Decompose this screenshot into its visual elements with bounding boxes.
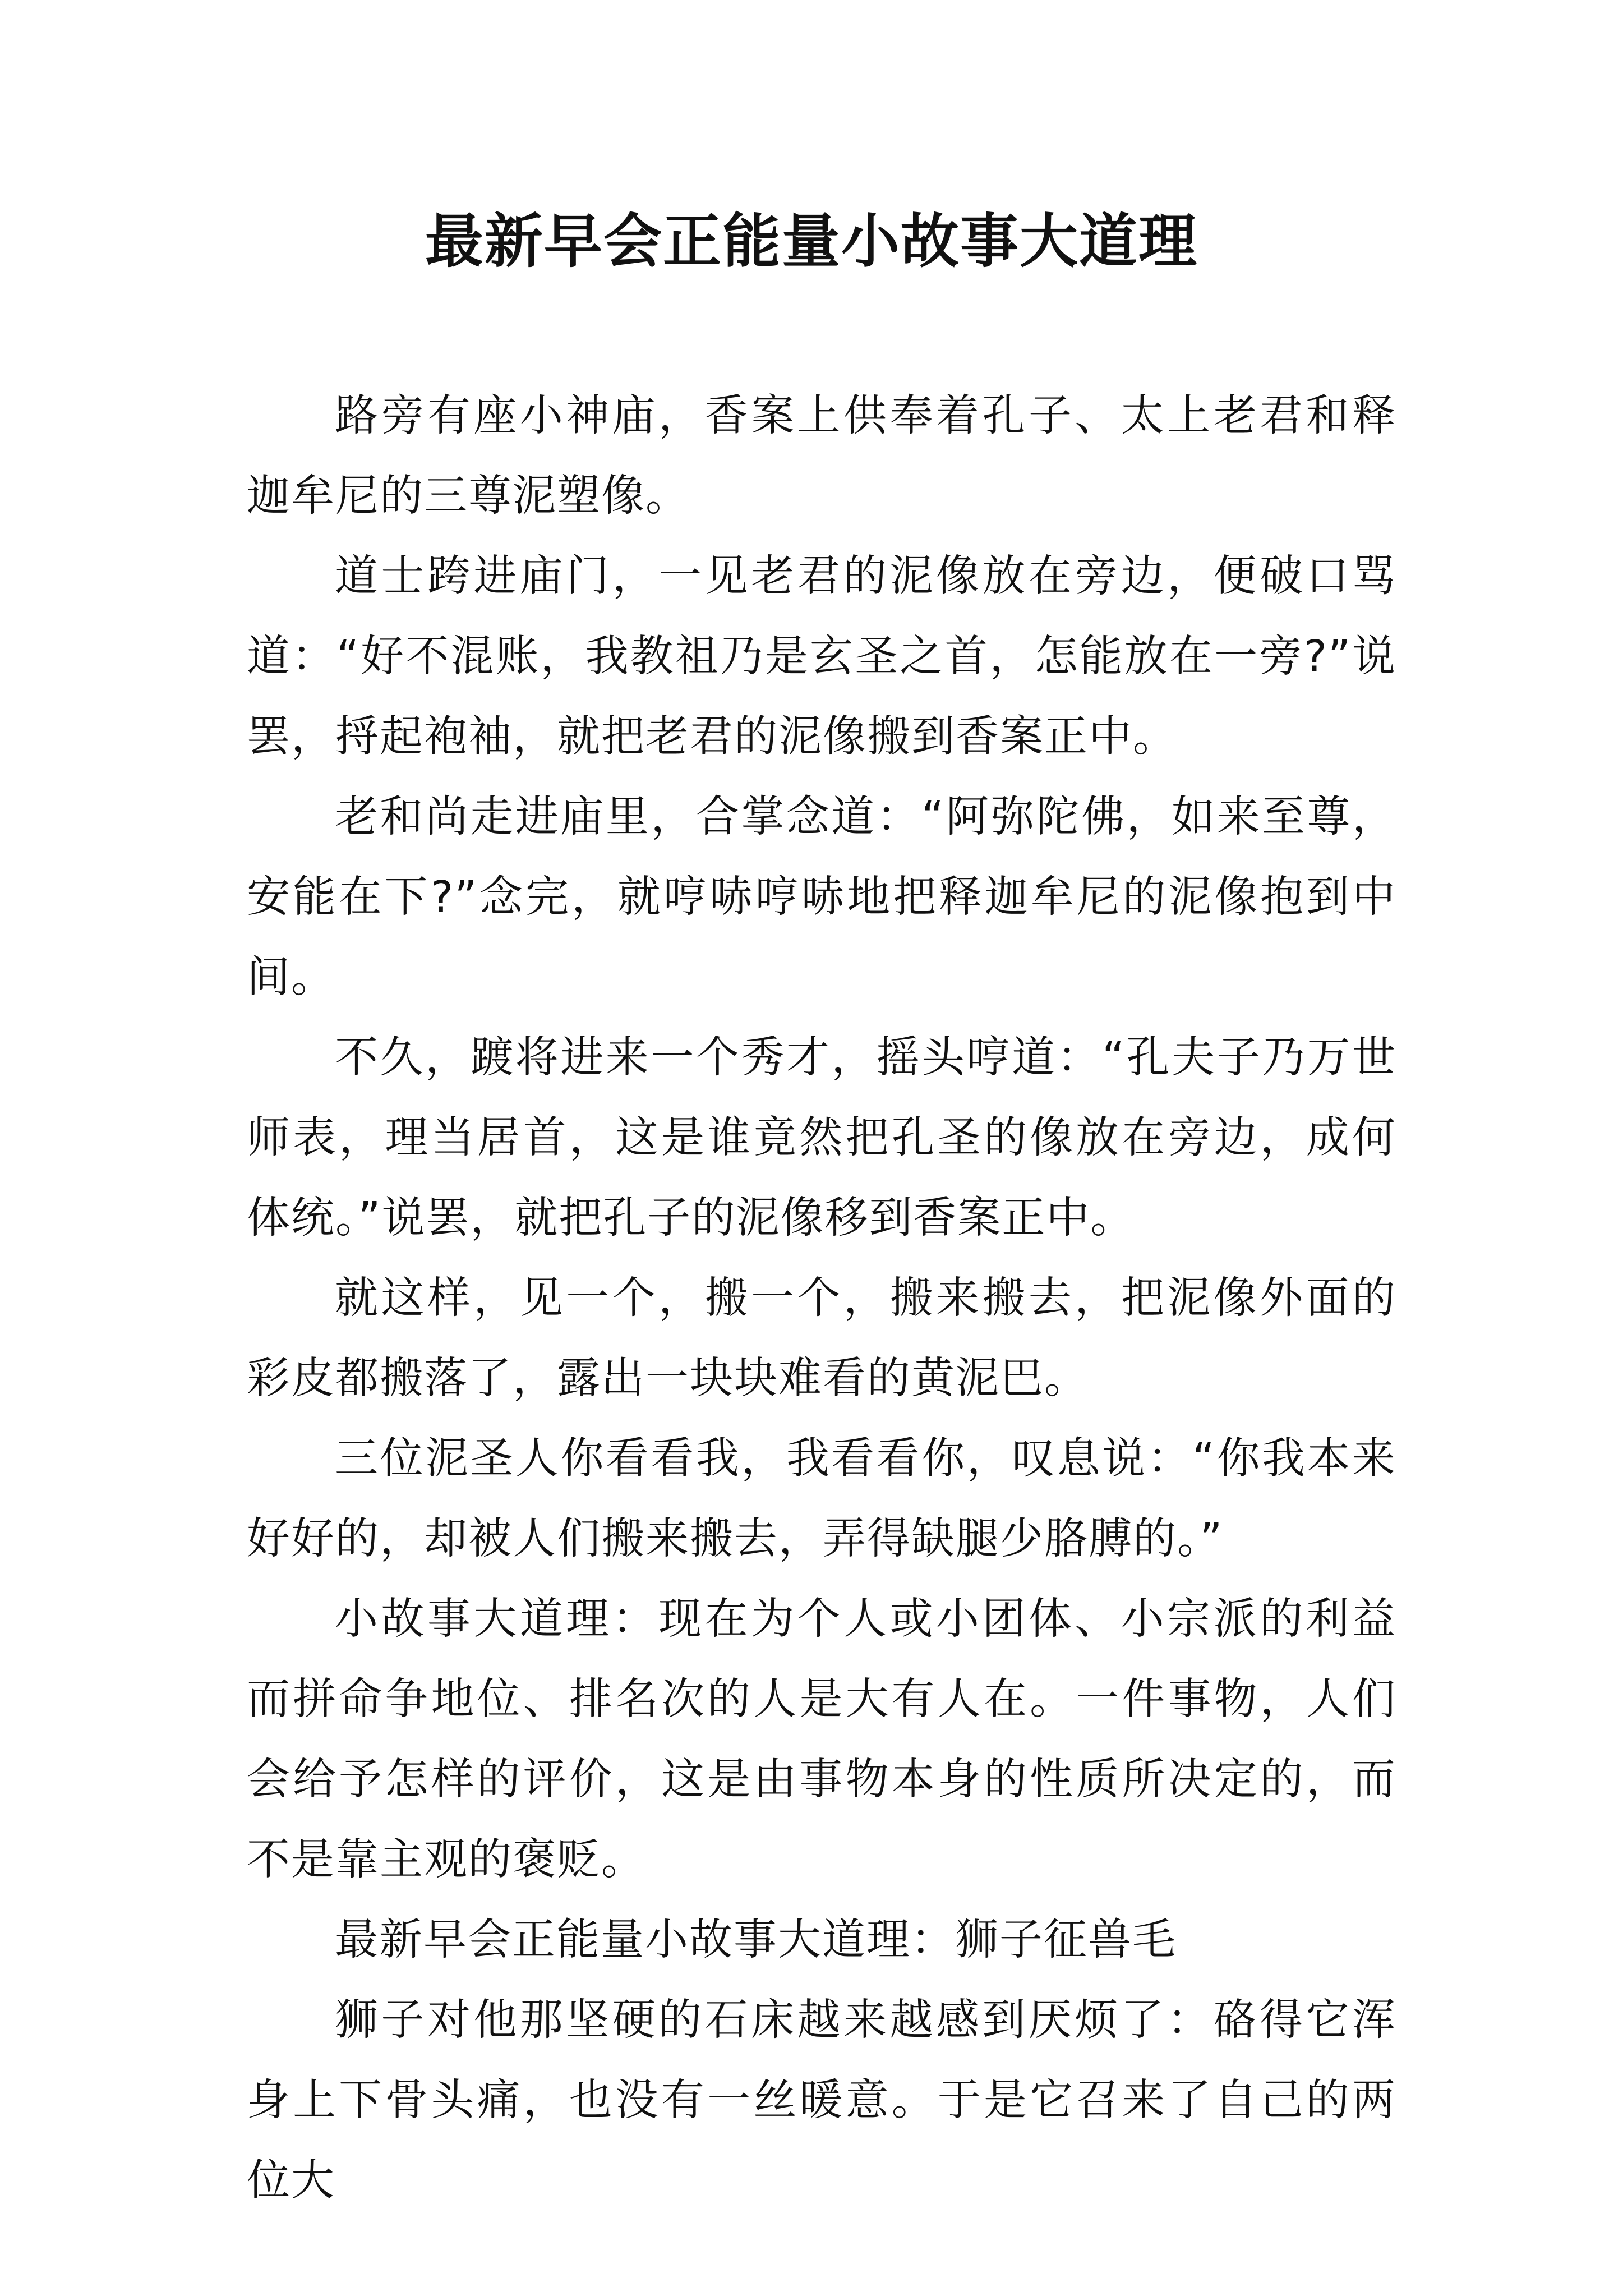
section-heading: 最新早会正能量小故事大道理：狮子征兽毛 xyxy=(335,1915,1177,1965)
document-body xyxy=(247,376,1396,2221)
paragraph: 小故事大道理：现在为个人或小团体、小宗派的利益而拼命争地位、排名次的人是大有人在。一件事物，人们会给予怎样的评价，这是由事物本身的性质所决定的，而不是靠主观的褒贬。 xyxy=(247,1594,1396,1885)
paragraph: 就这样，见一个，搬一个，搬来搬去，把泥像外面的彩皮都搬落了，露出一块块难看的黄泥巴。 xyxy=(247,1273,1396,1404)
paragraph: 狮子对他那坚硬的石床越来越感到厌烦了：硌得它浑身上下骨头痛，也没有一丝暖意。于是它召来了自己的两位大 xyxy=(247,1995,1396,2206)
paragraph: 路旁有座小神庙，香案上供奉着孔子、太上老君和释迦牟尼的三尊泥塑像。 xyxy=(247,391,1396,521)
paragraph: 不久，踱将进来一个秀才，摇头哼道：“孔夫子乃万世师表，理当居首，这是谁竟然把孔圣的像放在旁边，成何体统。”说罢，就把孔子的泥像移到香案正中。 xyxy=(247,1033,1396,1243)
paragraph: 道士跨进庙门，一见老君的泥像放在旁边，便破口骂道：“好不混账，我教祖乃是玄圣之首，怎能放在一旁?”说罢，捋起袍袖，就把老君的泥像搬到香案正中。 xyxy=(247,551,1396,762)
paragraph: 三位泥圣人你看看我，我看看你，叹息说：“你我本来好好的，却被人们搬来搬去，弄得缺腿少胳膊的。” xyxy=(247,1434,1396,1564)
document-title: 最新早会正能量小故事大道理 xyxy=(425,206,1198,275)
paragraph: 老和尚走进庙里，合掌念道：“阿弥陀佛，如来至尊，安能在下?”念完，就哼哧哼哧地把释迦牟尼的泥像抱到中间。 xyxy=(247,792,1396,1002)
